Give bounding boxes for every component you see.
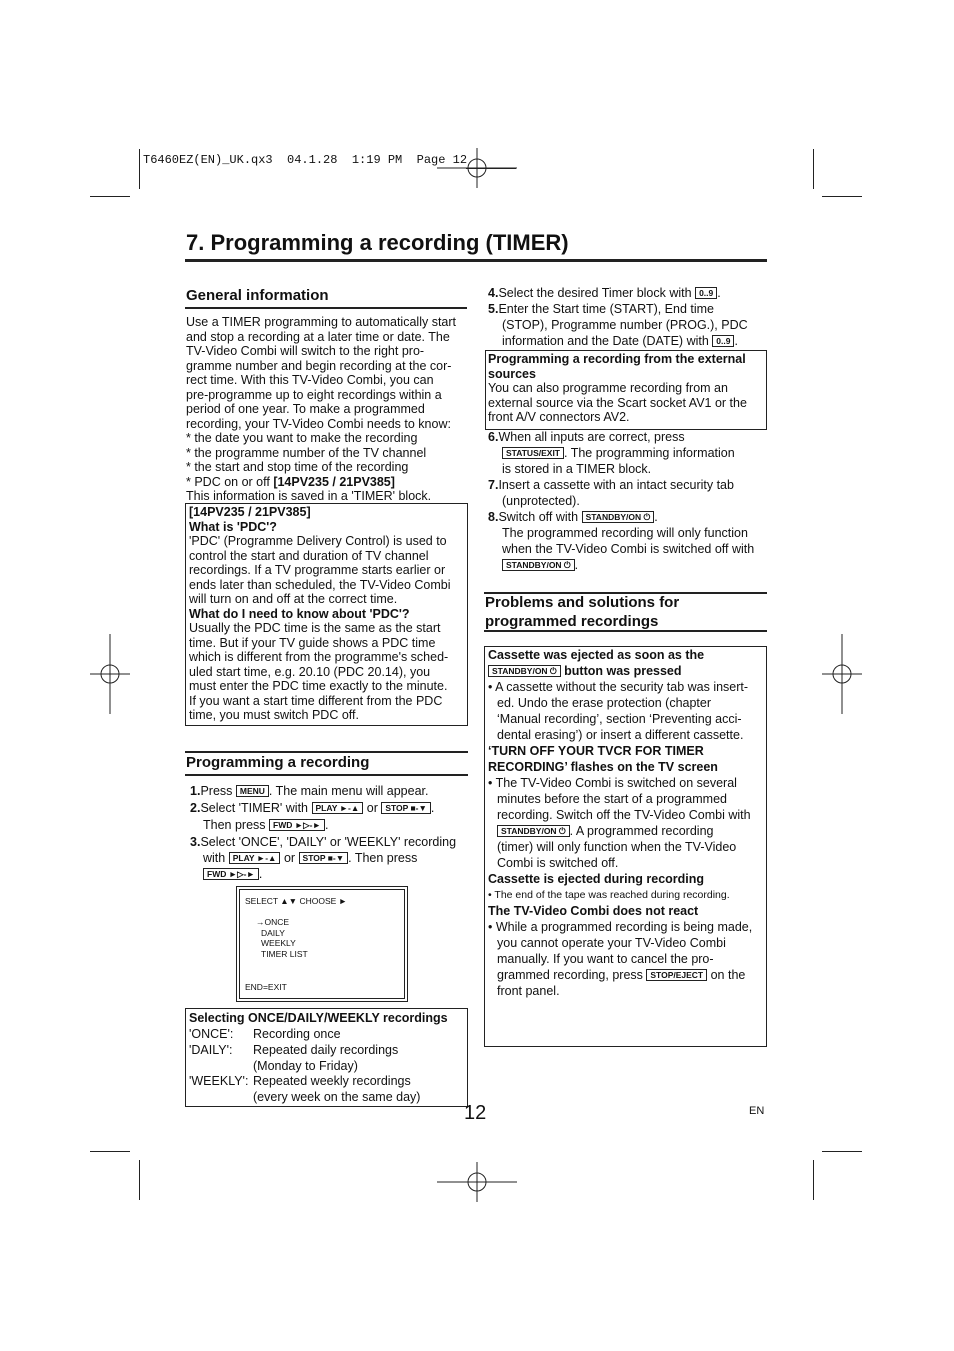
step-text: When all inputs are correct, press bbox=[498, 430, 685, 444]
standby-key: STANDBY/ON ⏻ bbox=[488, 665, 561, 677]
play-key: PLAY ►-▲ bbox=[312, 802, 364, 814]
text-line: Usually the PDC time is the same as the start bbox=[189, 621, 441, 635]
problem-text bbox=[488, 823, 763, 839]
step-4: 4.Select the desired Timer block with 0..9 . bbox=[488, 286, 721, 300]
step-text: . The main menu will appear. bbox=[268, 784, 429, 798]
problem-text: • The end of the tape was reached during recording. bbox=[488, 889, 730, 901]
select-row-value: Recording once bbox=[253, 1027, 341, 1041]
step-6 bbox=[488, 429, 768, 445]
fwd-key: FWD ►▷-► bbox=[203, 868, 259, 880]
problem-heading: ‘TURN OFF YOUR TVCR FOR TIMER bbox=[488, 744, 704, 758]
osd-item-daily: DAILY bbox=[261, 927, 285, 938]
list-item: * the programme number of the TV channel bbox=[186, 445, 427, 460]
programming-heading: Programming a recording bbox=[186, 754, 370, 771]
pdc-box-models: [14PV235 / 21PV385] bbox=[189, 505, 311, 519]
right-steps-top bbox=[488, 285, 768, 349]
problem-text: manually. If you want to cancel the pro- bbox=[497, 952, 714, 966]
problem-text: ed. Undo the erase protection (chapter bbox=[497, 696, 712, 710]
text-line: period of one year. To make a programmed bbox=[186, 402, 425, 416]
step-text: or bbox=[280, 851, 299, 865]
select-row-key: 'WEEKLY': bbox=[189, 1074, 249, 1088]
file-header: T6460EZ(EN)_UK.qx3 04.1.28 1:19 PM Page 12 bbox=[143, 153, 468, 167]
list-item: * the start and stop time of the recording bbox=[186, 460, 409, 474]
osd-footer: END=EXIT bbox=[245, 982, 287, 992]
problem-text bbox=[488, 967, 763, 983]
text-line: recording, your TV-Video Combi needs to know: bbox=[186, 416, 451, 431]
text-line: control the start and duration of TV channel bbox=[189, 548, 429, 563]
step-text: . Then press bbox=[348, 851, 418, 865]
step-8: 8.Switch off with STANDBY/ON ⏻ . bbox=[488, 510, 658, 524]
general-section bbox=[186, 286, 467, 504]
fwd-key: FWD ►▷-► bbox=[269, 819, 325, 831]
registration-mark-bottom bbox=[437, 1162, 517, 1202]
select-row-cont bbox=[189, 1089, 464, 1104]
step-5 bbox=[488, 301, 768, 317]
text-line: TV-Video Combi will switch to the right pro- bbox=[186, 344, 425, 358]
text-line: Use a TIMER programming to automatically start bbox=[186, 315, 457, 329]
step-number: 2. bbox=[190, 801, 201, 815]
step-text: or bbox=[363, 801, 382, 815]
crop-mark bbox=[139, 1160, 140, 1200]
step-text: (STOP), Programme number (PROG.), PDC bbox=[502, 318, 748, 332]
standby-key: STANDBY/ON ⏻ bbox=[497, 825, 570, 837]
step-2: 2.Select 'TIMER' with PLAY ►-▲ or STOP ■-▼ . bbox=[190, 801, 435, 815]
text-line: uled start time, e.g. 20.10 (PDC 20.14), you bbox=[189, 664, 431, 679]
select-row-value: (Monday to Friday) bbox=[253, 1059, 358, 1073]
step-text: . The programming information bbox=[564, 446, 735, 460]
problem-text: • While a programmed recording is being made, bbox=[488, 920, 753, 934]
step-number: 5. bbox=[488, 302, 499, 316]
stop-key: STOP ■-▼ bbox=[381, 802, 431, 814]
step-text: Then press bbox=[203, 818, 270, 832]
step-text: Insert a cassette with an intact security tab bbox=[498, 478, 734, 492]
step-text: Select 'TIMER' with bbox=[200, 801, 312, 815]
step-1 bbox=[190, 783, 470, 799]
text-line: gramme number and begin recording at the cor- bbox=[186, 358, 452, 373]
header-underline bbox=[466, 168, 516, 169]
problem-text: (timer) will only function when the TV-Video bbox=[497, 840, 737, 854]
problem-text: minutes before the start of a programmed bbox=[497, 792, 727, 806]
crop-mark bbox=[822, 196, 862, 197]
status-exit-key: STATUS/EXIT bbox=[502, 447, 564, 459]
step-text: Press bbox=[200, 784, 236, 798]
problem-heading: RECORDING’ flashes on the TV screen bbox=[488, 760, 718, 774]
problem-text: • The TV-Video Combi is switched on several bbox=[488, 776, 737, 790]
pdc-question-1: What is 'PDC'? bbox=[189, 519, 277, 534]
crop-mark bbox=[139, 149, 140, 189]
select-row-key: 'ONCE': bbox=[189, 1027, 234, 1041]
step-text: Enter the Start time (START), End time bbox=[498, 302, 715, 316]
problem-heading: The TV-Video Combi does not react bbox=[488, 904, 699, 918]
problem-text-part: . A programmed recording bbox=[569, 824, 714, 838]
title-rule bbox=[185, 259, 767, 262]
step-7 bbox=[488, 477, 768, 493]
registration-mark-left bbox=[90, 634, 130, 714]
digits-key: 0..9 bbox=[712, 335, 734, 347]
osd-menu bbox=[256, 917, 308, 959]
crop-mark bbox=[90, 196, 130, 197]
select-row-cont bbox=[189, 1058, 464, 1073]
text-line: 'PDC' (Programme Delivery Control) is used to bbox=[189, 534, 447, 548]
step-6-cont bbox=[488, 445, 768, 461]
language-code: EN bbox=[749, 1105, 765, 1117]
step-2-cont: Then press FWD ►▷-► . bbox=[203, 818, 329, 832]
programming-steps bbox=[190, 783, 470, 882]
problems-heading bbox=[485, 593, 679, 631]
problem-heading-text: button was pressed bbox=[560, 664, 682, 678]
select-box bbox=[185, 1008, 468, 1107]
select-row-value: Repeated weekly recordings bbox=[253, 1074, 411, 1088]
saved-note: This information is saved in a 'TIMER' block. bbox=[186, 489, 432, 503]
crop-mark bbox=[813, 149, 814, 189]
registration-mark-right bbox=[822, 634, 862, 714]
text-line: must enter the PDC time exactly to the minute. bbox=[189, 679, 448, 693]
text-line: front A/V connectors AV2. bbox=[488, 410, 630, 424]
step-3-cont2: FWD ►▷-► . bbox=[190, 866, 470, 882]
crop-mark bbox=[822, 1151, 862, 1152]
osd-screen-outer bbox=[236, 886, 408, 1002]
step-3 bbox=[190, 834, 470, 850]
crop-mark bbox=[813, 1160, 814, 1200]
step-text: with bbox=[203, 851, 229, 865]
text-line: recordings. If a TV programme starts earlier or bbox=[189, 563, 446, 577]
step-text: Switch off with bbox=[498, 510, 582, 524]
select-row bbox=[189, 1026, 464, 1042]
text-line: which is different from the programme's sched- bbox=[189, 650, 449, 664]
text-line: will turn on and off at the correct time. bbox=[189, 592, 398, 606]
general-intro bbox=[186, 315, 467, 504]
page-title: 7. Programming a recording (TIMER) bbox=[186, 230, 569, 255]
step-text: The programmed recording will only function bbox=[502, 526, 748, 540]
page-number: 12 bbox=[464, 1102, 487, 1124]
step-text: Select 'ONCE', 'DAILY' or 'WEEKLY' recording bbox=[200, 835, 457, 849]
list-item: * the date you want to make the recording bbox=[186, 431, 418, 445]
pdc-prefix: * PDC on or off bbox=[186, 474, 274, 489]
select-row bbox=[189, 1073, 464, 1089]
problem-text: dental erasing’) or insert a different cassette. bbox=[497, 728, 744, 742]
select-box-heading: Selecting ONCE/DAILY/WEEKLY recordings bbox=[189, 1011, 448, 1025]
menu-key: MENU bbox=[236, 785, 269, 797]
problems-box bbox=[484, 646, 767, 1047]
select-row-value: (every week on the same day) bbox=[253, 1090, 421, 1104]
text-line: time, you must switch PDC off. bbox=[189, 708, 359, 722]
list-item bbox=[186, 475, 467, 490]
problem-text: recording. Switch off the TV-Video Combi with bbox=[497, 808, 751, 822]
select-row bbox=[189, 1042, 464, 1058]
text-line: and stop a recording at a later time or date. The bbox=[186, 329, 450, 344]
step-number: 8. bbox=[488, 510, 499, 524]
pdc-models: [14PV235 / 21PV385] bbox=[273, 474, 395, 489]
text-line: ends later than scheduled, the TV-Video Combi bbox=[189, 577, 451, 592]
step-number: 6. bbox=[488, 430, 499, 444]
problem-text: front panel. bbox=[497, 984, 560, 998]
play-key: PLAY ►-▲ bbox=[229, 852, 281, 864]
text-line: If you want a start time different from the PDC bbox=[189, 693, 443, 708]
step-8-cont: STANDBY/ON ⏻ . bbox=[488, 557, 768, 573]
text-line: time. But if your TV guide shows a PDC time bbox=[189, 635, 436, 650]
osd-item-timer-list: TIMER LIST bbox=[261, 948, 308, 959]
problem-text: • A cassette without the security tab was insert- bbox=[488, 680, 749, 694]
osd-item-once: →ONCE bbox=[256, 917, 290, 927]
text-line: You can also programme recording from an bbox=[488, 381, 728, 395]
step-3-cont bbox=[190, 850, 470, 866]
step-number: 7. bbox=[488, 478, 499, 492]
problem-text: ‘Manual recording’, section ‘Preventing acci- bbox=[497, 712, 742, 726]
step-text: information and the Date (DATE) with bbox=[502, 334, 713, 348]
text-line: pre-programme up to eight recordings within a bbox=[186, 387, 442, 402]
osd-screen bbox=[239, 889, 405, 999]
stop-key: STOP ■-▼ bbox=[299, 852, 349, 864]
problems-heading-line: programmed recordings bbox=[485, 613, 659, 630]
osd-item-weekly: WEEKLY bbox=[261, 938, 296, 948]
text-line: external source via the Scart socket AV1 or the bbox=[488, 395, 747, 410]
problem-heading bbox=[488, 663, 763, 679]
right-steps-bottom bbox=[488, 429, 768, 573]
stop-eject-key: STOP/EJECT bbox=[646, 969, 707, 981]
select-row-key: 'DAILY': bbox=[189, 1043, 233, 1057]
text-line: rect time. With this TV-Video Combi, you can bbox=[186, 373, 434, 387]
problem-heading: Cassette was ejected as soon as the bbox=[488, 648, 705, 662]
step-number: 1. bbox=[190, 784, 201, 798]
step-number: 4. bbox=[488, 286, 499, 300]
step-text: (unprotected). bbox=[502, 494, 580, 508]
step-text: Select the desired Timer block with bbox=[498, 286, 696, 300]
external-box bbox=[485, 350, 767, 430]
step-5-cont: information and the Date (DATE) with 0..9 . bbox=[502, 334, 738, 348]
problem-text: Combi is switched off. bbox=[497, 856, 619, 870]
select-row-value: Repeated daily recordings bbox=[253, 1043, 399, 1057]
problem-text-part: grammed recording, press bbox=[497, 968, 647, 982]
problem-text-part: on the bbox=[707, 968, 746, 982]
standby-key: STANDBY/ON ⏻ bbox=[582, 511, 655, 523]
problems-underline bbox=[484, 630, 767, 632]
problems-heading-line: Problems and solutions for bbox=[485, 594, 680, 611]
general-heading: General information bbox=[186, 287, 329, 304]
problem-heading: Cassette is ejected during recording bbox=[488, 872, 705, 886]
pdc-question-2: What do I need to know about 'PDC'? bbox=[189, 606, 410, 621]
standby-key: STANDBY/ON ⏻ bbox=[502, 559, 575, 571]
programming-underline bbox=[185, 774, 468, 776]
problem-text: you cannot operate your TV-Video Combi bbox=[497, 936, 726, 950]
crop-mark bbox=[90, 1151, 130, 1152]
osd-header: SELECT ▲▼ CHOOSE ► bbox=[245, 896, 348, 906]
digits-key: 0..9 bbox=[695, 287, 717, 299]
step-text: when the TV-Video Combi is switched off with bbox=[502, 542, 755, 556]
external-heading: Programming a recording from the external sources bbox=[488, 352, 746, 381]
step-number: 3. bbox=[190, 835, 201, 849]
step-text: is stored in a TIMER block. bbox=[502, 462, 652, 476]
pdc-box bbox=[185, 503, 468, 726]
